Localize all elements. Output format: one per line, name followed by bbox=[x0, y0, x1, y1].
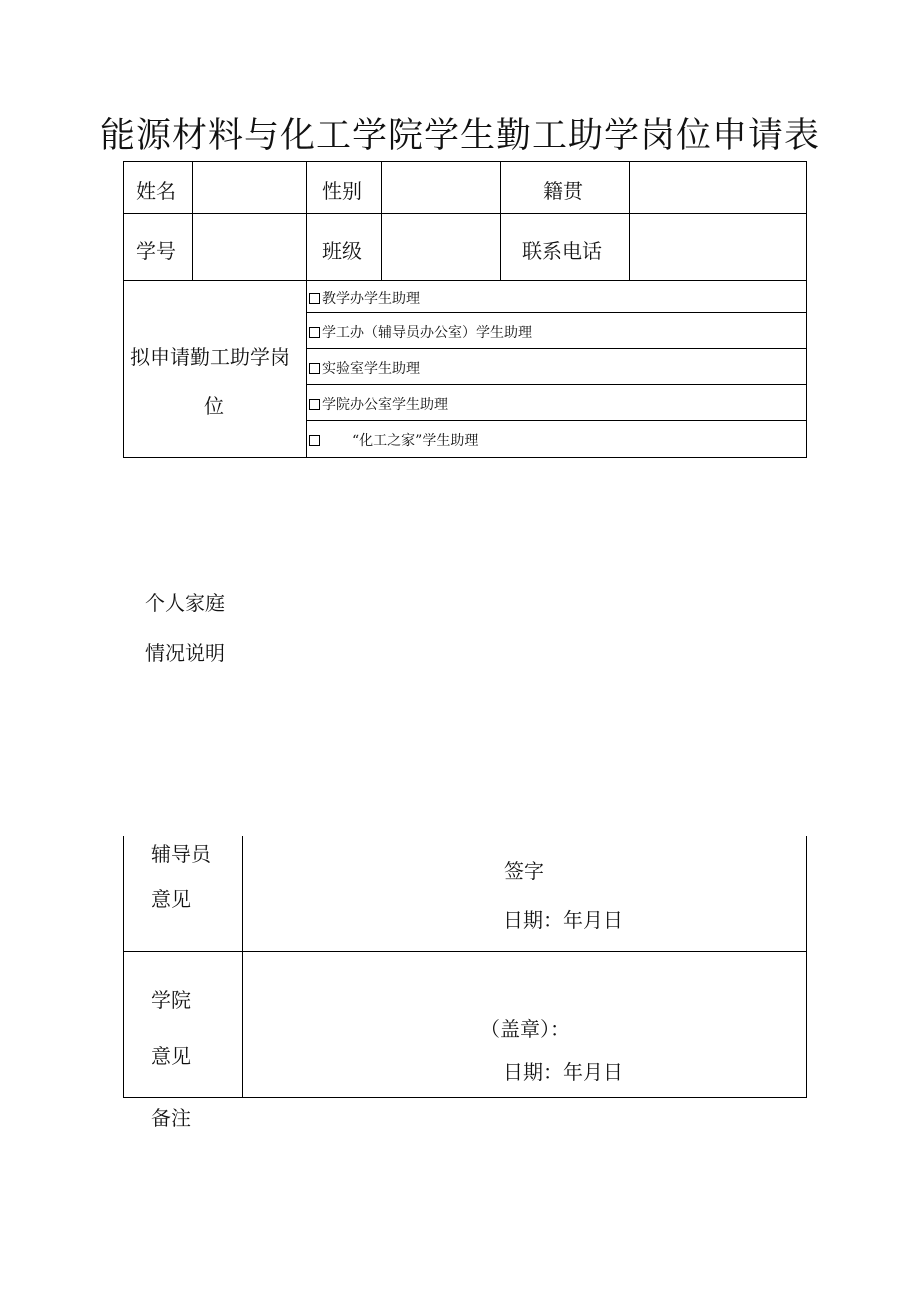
student-id-label: 学号 bbox=[136, 239, 176, 263]
checkbox-icon[interactable] bbox=[309, 293, 320, 304]
position-label: 拟申请勤工助学岗 bbox=[130, 345, 290, 369]
college-label-cont: 意见 bbox=[151, 1044, 191, 1068]
checkbox-icon[interactable] bbox=[309, 435, 320, 446]
position-option[interactable]: 教学办学生助理 bbox=[309, 288, 420, 308]
family-label-cont: 情况说明 bbox=[145, 641, 225, 665]
name-label: 姓名 bbox=[136, 179, 176, 203]
phone-field[interactable] bbox=[630, 214, 806, 280]
position-option[interactable]: 实验室学生助理 bbox=[309, 358, 420, 378]
table-border bbox=[123, 161, 124, 458]
table-divider bbox=[306, 384, 807, 385]
class-label: 班级 bbox=[322, 239, 362, 263]
phone-label: 联系电话 bbox=[522, 239, 602, 263]
table-border bbox=[123, 1097, 807, 1098]
hometown-field[interactable] bbox=[630, 162, 806, 213]
checkbox-icon[interactable] bbox=[309, 327, 320, 338]
family-label: 个人家庭 bbox=[145, 591, 225, 615]
checkbox-icon[interactable] bbox=[309, 363, 320, 374]
counselor-opinion-field[interactable] bbox=[243, 836, 806, 951]
table-border bbox=[806, 836, 807, 1098]
position-option[interactable]: “化工之家”学生助理 bbox=[309, 430, 478, 450]
gender-label: 性别 bbox=[322, 179, 362, 203]
table-divider bbox=[306, 420, 807, 421]
position-label-cont: 位 bbox=[204, 394, 224, 418]
college-seal: （盖章）： bbox=[480, 1017, 570, 1041]
table-divider bbox=[500, 161, 501, 280]
college-opinion-field[interactable] bbox=[243, 952, 806, 1097]
position-option[interactable]: 学院办公室学生助理 bbox=[309, 394, 448, 414]
table-border bbox=[123, 457, 807, 458]
position-option[interactable]: 学工办（辅导员办公室）学生助理 bbox=[309, 322, 532, 342]
table-divider bbox=[306, 348, 807, 349]
class-field[interactable] bbox=[382, 214, 500, 280]
gender-field[interactable] bbox=[382, 162, 500, 213]
college-date: 日期：年月日 bbox=[503, 1060, 623, 1084]
table-border bbox=[806, 161, 807, 458]
form-title: 能源材料与化工学院学生勤工助学岗位申请表 bbox=[99, 116, 820, 156]
family-description-field[interactable] bbox=[250, 560, 800, 800]
counselor-label: 辅导员 bbox=[151, 842, 211, 866]
table-border bbox=[123, 836, 124, 1098]
counselor-signature: 签字 bbox=[504, 859, 544, 883]
remarks-label: 备注 bbox=[151, 1106, 191, 1130]
table-divider bbox=[123, 280, 807, 281]
checkbox-icon[interactable] bbox=[309, 399, 320, 410]
name-field[interactable] bbox=[193, 162, 306, 213]
hometown-label: 籍贯 bbox=[543, 179, 583, 203]
counselor-date: 日期：年月日 bbox=[503, 908, 623, 932]
student-id-field[interactable] bbox=[193, 214, 306, 280]
table-divider bbox=[306, 161, 307, 458]
table-divider bbox=[306, 312, 807, 313]
counselor-label-cont: 意见 bbox=[151, 887, 191, 911]
college-label: 学院 bbox=[151, 988, 191, 1012]
